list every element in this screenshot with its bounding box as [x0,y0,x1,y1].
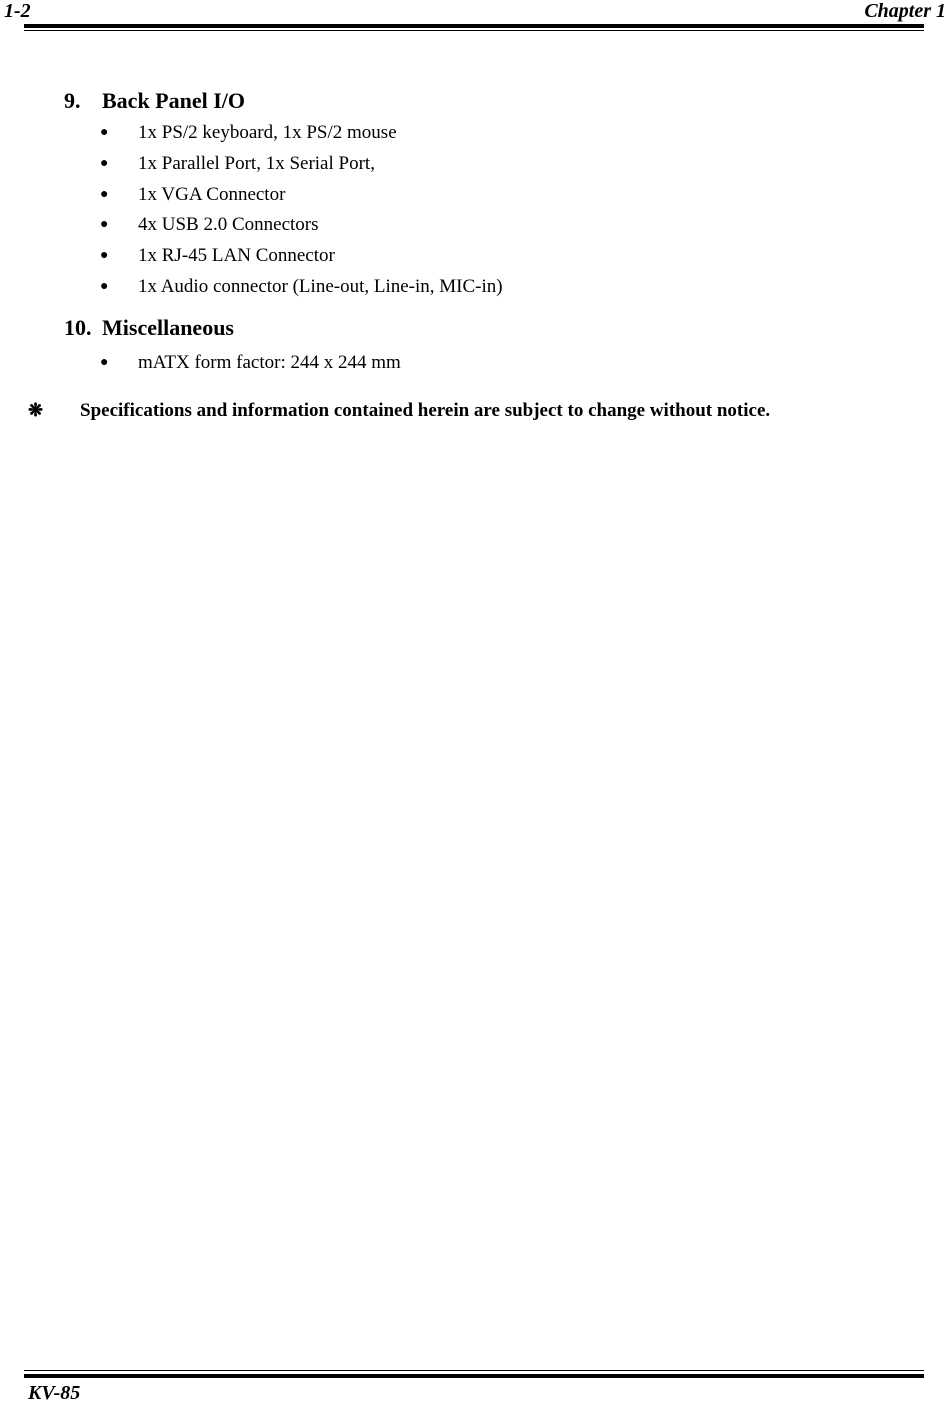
list-item-text: mATX form factor: 244 x 244 mm [138,352,401,373]
header-rule-thick [24,24,924,28]
footer-rule-thin [24,1370,924,1371]
list-item [100,244,335,268]
list-item-text: 1x Audio connector (Line-out, Line-in, MIC-in) [138,276,503,297]
section-number: 10. [64,315,92,340]
notice-text: Specifications and information contained herein are subject to change without notice. [80,400,771,421]
bullet-icon: ● [100,156,109,171]
page-number: 1-2 [4,0,31,22]
asterisk-icon: ❋ [28,400,44,420]
list-item [100,351,401,375]
section-title-text: Back Panel I/O [102,88,246,113]
list-item-text: 4x USB 2.0 Connectors [138,214,319,235]
bullet-icon: ● [100,355,109,370]
section-number: 9. [64,88,81,113]
bullet-icon: ● [100,217,109,232]
section-title-text: Miscellaneous [102,315,234,340]
list-item [100,152,375,176]
footer-model: KV-85 [28,1382,81,1404]
bullet-icon: ● [100,187,109,202]
bullet-icon: ● [100,279,109,294]
section-title-miscellaneous [64,315,234,341]
bullet-icon: ● [100,125,109,140]
chapter-label: Chapter 1 [864,0,946,22]
list-item-text: 1x Parallel Port, 1x Serial Port, [138,153,375,174]
list-item [100,121,397,145]
list-item [100,275,503,299]
section-title-back-panel [64,88,245,114]
list-item-text: 1x PS/2 keyboard, 1x PS/2 mouse [138,122,397,143]
list-item-text: 1x RJ-45 LAN Connector [138,245,335,266]
header-rule-thin [24,30,924,31]
notice [28,398,770,423]
list-item-text: 1x VGA Connector [138,184,286,205]
bullet-icon: ● [100,248,109,263]
list-item [100,183,285,207]
footer-rule-thick [24,1374,924,1378]
list-item [100,213,319,237]
